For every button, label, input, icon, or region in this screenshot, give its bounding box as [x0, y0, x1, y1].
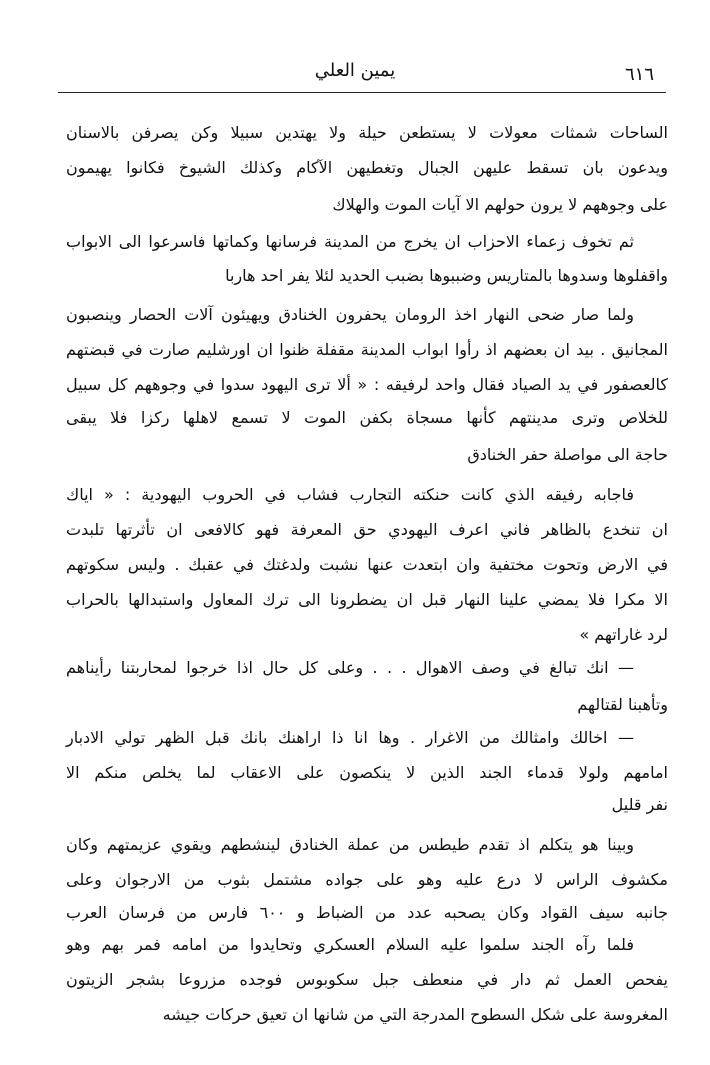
text-line: ثم تخوف زعماء الاحزاب ان يخرج من المدينة فرسانها وكماتها فاسرعوا الى الابواب	[66, 232, 634, 251]
text-line: حاجة الى مواصلة حفر الخنادق	[467, 445, 668, 464]
text-line: المغروسة على شكل السطوح المدرجة التي من شانها ان تعيق حركات جيشه	[162, 1005, 668, 1024]
text-line: فلما رآه الجند سلموا عليه السلام العسكري وتحايدوا من امامه فمر بهم وهو	[66, 935, 634, 954]
text-line: مكشوف الراس لا درع عليه وهو على جواده مشتمل بثوب من الارجوان وعلى	[66, 870, 668, 889]
text-line: — اخالك وامثالك من الاغرار . وها انا ذا اراهنك بانك قبل الظهر تولي الادبار	[66, 728, 634, 747]
text-line: لرد غاراتهم »	[579, 625, 668, 644]
text-line: يفحص العمل ثم دار في منعطف جبل سكوبوس فوجده مزروعا بشجر الزيتون	[66, 970, 668, 989]
text-line: ولما صار ضحى النهار اخذ الرومان يحفرون الخنادق ويهيئون آلات الحصار وينصبون	[66, 305, 634, 324]
text-line: في الارض وتحوت مختفية وان ابتعدت عنها نشبت ولدغتك في عقبك . وليس سكوتهم	[66, 555, 668, 574]
text-line: ان تنخدع بالظاهر فاني اعرف اليهودي حق المعرفة فهو كالافعى ان تأثرتها تلبدت	[66, 520, 668, 539]
text-line: الا مكرا فلا يمضي علينا النهار قبل ان يضطرونا الى ترك المعاول واستبدالها بالحراب	[66, 590, 668, 609]
text-line: على وجوههم لا يرون حولهم الا آيات الموت والهلاك	[332, 195, 668, 214]
text-line: نفر قليل	[611, 795, 668, 814]
text-line: وتأهبنا لقتالهم	[577, 695, 668, 714]
text-line: فاجابه رفيقه الذي كانت حنكته التجارب فشاب في الحروب اليهودية : « اياك	[66, 485, 634, 504]
text-line: امامهم ولولا قدماء الجند الذين لا ينكصون على الاعقاب لما يخلص منكم الا	[66, 763, 668, 782]
text-line: للخلاص وترى مدينتهم كأنها مسجاة بكفن الموت لا تسمع لاهلها ركزا فلا يبقى	[66, 408, 668, 427]
text-line: واقفلوها وسدوها بالمتاريس وضببوها بضبب الحديد لئلا يفر احد هاربا	[225, 266, 668, 285]
page-number: ٦١٦	[624, 64, 654, 85]
text-line: — انك تبالغ في وصف الاهوال . . . وعلى كل حال اذا خرجوا لمحاربتنا رأيناهم	[66, 658, 634, 677]
header-rule	[58, 92, 666, 93]
text-line: كالعصفور في يد الصياد فقال واحد لرفيقه : « ألا ترى اليهود سدوا في وجوههم كل سبيل	[66, 375, 668, 394]
text-line: جانبه سيف القواد وكان يصحبه عدد من الضباط و ٦٠٠ فارس من فرسان العرب	[66, 903, 669, 922]
text-line: ويدعون بان تسقط عليهن الجبال وتغطيهن الآكام وكذلك الشيوخ فكانوا يهيمون	[66, 158, 668, 177]
running-title: يمين العلي	[314, 60, 396, 81]
text-line: المجانيق . بيد ان بعضهم اذ رأوا ابواب المدينة مقفلة ظنوا ان اورشليم صارت في قبضتهم	[66, 340, 668, 359]
text-line: وبينا هو يتكلم اذ تقدم طيطس من عملة الخنادق لينشطهم ويقوي عزيمتهم وكان	[66, 835, 634, 854]
text-line: الساحات شمثات معولات لا يستطعن حيلة ولا يهتدين سبيلا وكن يصرفن بالاسنان	[66, 123, 668, 142]
